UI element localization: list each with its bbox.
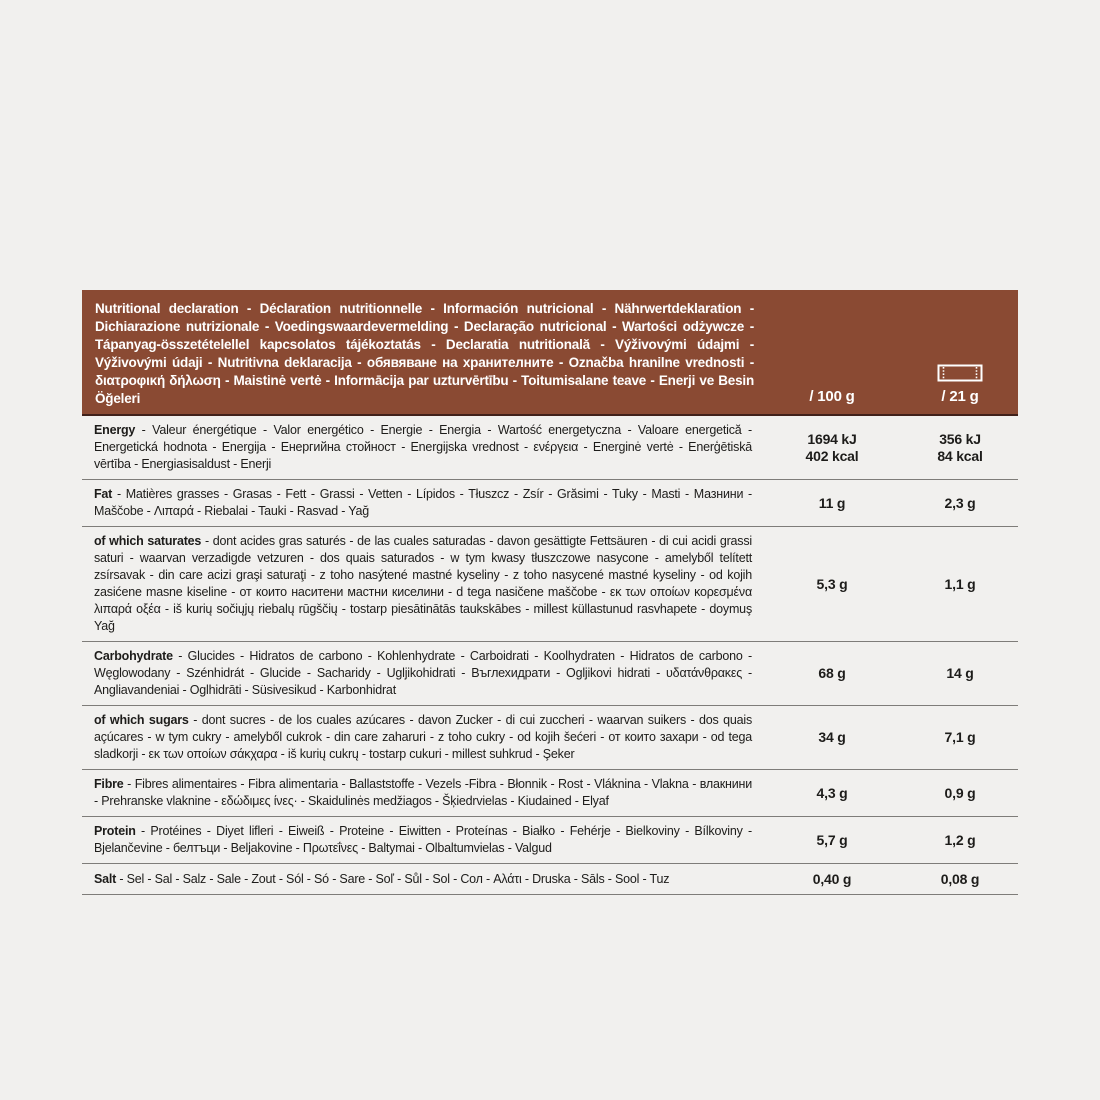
value-per-serving: 7,1 g: [944, 729, 976, 745]
nutrient-translations: - Protéines - Diyet lifleri - Eiweiß - Proteine - Eiwitten - Proteínas - Białko - Fehérje - Bielkoviny - Bílkoviny - Bjelančevine - белтъци - Beljakovine - Πρωτεΐνες - Baltymai - Olbaltumvielas - Valgud: [94, 824, 752, 855]
col-header-per-serving: [902, 290, 1018, 414]
value-per-serving: 14 g: [946, 665, 974, 681]
nutrient-label: [82, 817, 762, 863]
nutrient-term: Salt: [94, 871, 117, 886]
table-row-salt: [82, 864, 1018, 895]
value-per-serving: 0,9 g: [944, 784, 976, 801]
table-row-sugars: [82, 706, 1018, 770]
nutrient-translations: - Matières grasses - Grasas - Fett - Grassi - Vetten - Lípidos - Tłuszcz - Zsír - Grăsimi - Tuky - Masti - Мазнини - Maščobe - Λιπαρά - Riebalai - Tauki - Rasvad - Yağ: [94, 487, 752, 518]
value-per-100g: 1694 kJ 402 kcal: [805, 430, 859, 464]
table-row-fibre: [82, 770, 1018, 817]
value-per-serving: 2,3 g: [944, 494, 976, 511]
header-title: Nutritional declaration - Déclaration nutritionnelle - Información nutricional - Nährwertdeklaration - Dichiarazione nutrizionale - Voedingswaardevermelding - Declaração nutricional - Wartości odżywcze - Tápanyag-összetételellel kapcsolatos tájékoztatás - Declaratia nutritională - Výživovými údajmi - Výživovými údaji - Nutritivna deklaracija - обявяване на хранителните - Označba hranilne vrednosti - διατροφική δήλωση - Maistinė vertė - Informācija par uzturvērtību - Toitumisalane teave - Enerji ve Besin Öğeleri: [95, 301, 754, 406]
col-header-per-100g: [762, 290, 902, 414]
nutrient-translations: - dont sucres - de los cuales azúcares - davon Zucker - di cui zuccheri - waarvan suikers - dos quais açúcares - w tym cukry - amelyből cukrok - din care zaharuri - z toho cukry - od kojih šećeri - от които захари - od tega sladkorji - εκ των οποίων σάκχαρα - iš kurių cukrų - tostarp cukuri - millest suhkrud - Şeker: [94, 713, 753, 761]
table-row-saturates: [82, 527, 1018, 642]
nutrient-label: [82, 865, 762, 894]
table-row-carbohydrate: [82, 642, 1018, 706]
table-row-energy: [82, 416, 1018, 480]
nutrient-label: [82, 642, 762, 705]
table-header: [82, 290, 1018, 416]
nutrient-label: [82, 770, 762, 816]
value-per-100g: 11 g: [818, 494, 846, 511]
nutrient-term: Energy: [94, 423, 136, 437]
value-per-serving: 0,08 g: [940, 870, 980, 887]
nutrient-translations: - Glucides - Hidratos de carbono - Kohlenhydrate - Carboidrati - Koolhydraten - Hidratos de carbono - Węglowodany - Szénhidrát - Glucide - Sacharidy - Ugljikohidrati - Въглехидрати - Ogljikovi hidrati - υδατάνθρακες - Angliavandeniai - Oglhidrāti - Süsivesikud - Karbonhidrat: [94, 649, 752, 697]
nutrient-term: Fibre: [94, 777, 124, 791]
table-row-fat: [82, 480, 1018, 527]
nutrient-translations: - Valeur énergétique - Valor energético - Energie - Energia - Wartość energetyczna - Valoare energetică - Energetická hodnota - Energija - Енергийна стойност - Energijska vrednost - ενέργεια - Energinė vertė - Enerģētiskā vērtība - Energiasisaldust - Enerji: [94, 423, 752, 471]
nutrient-translations: - dont acides gras saturés - de las cuales saturadas - davon gesättigte Fettsäuren - di cui acidi grassi saturi - waarvan verzadigde vetzuren - dos quais saturados - w tym kwasy tłuszczowe nasycone - amelyből telített zsírsavak - din care acizi graşi saturaţi - z toho nasýtené mastné kyseliny - z toho nasycené mastné kyseliny - od kojih zasićene masne kiseline - от които наситени мастни киселини - d tega nasičene maščobe - εκ των οποίων κορεσμένα λιπαρά οξέα - iš kurių sočiųjų riebalų rūgščių - tostarp piesātinātās taukskābes - millest küllastunud rasvhapete - doymuş Yağ: [94, 534, 752, 633]
value-per-100g: 5,7 g: [816, 831, 848, 848]
nutrient-term: Fat: [94, 487, 113, 501]
nutrient-term: of which sugars: [94, 713, 189, 727]
nutrient-translations: - Sel - Sal - Salz - Sale - Zout - Sól - Só - Sare - Soľ - Sůl - Sol - Сол - Αλάτι - Druska - Sāls - Sool - Tuz: [116, 871, 670, 886]
table-row-protein: [82, 817, 1018, 864]
value-per-100g: 0,40 g: [812, 870, 852, 887]
nutrient-label: [82, 527, 762, 641]
value-per-serving: 1,1 g: [944, 575, 976, 592]
nutrient-label: [82, 416, 762, 479]
value-per-serving: 356 kJ 84 kcal: [937, 430, 983, 464]
energy-bar-icon: [937, 363, 983, 383]
value-per-100g: 4,3 g: [816, 784, 848, 801]
nutrient-term: Protein: [94, 824, 136, 838]
nutrient-label: [82, 706, 762, 769]
nutrient-label: [82, 480, 762, 526]
nutrient-term: of which saturates: [94, 534, 202, 548]
value-per-100g: 68 g: [818, 665, 846, 681]
value-per-serving: 1,2 g: [944, 831, 976, 848]
value-per-100g: 5,3 g: [816, 575, 848, 592]
nutrient-translations: - Fibres alimentaires - Fibra alimentaria - Ballaststoffe - Vezels -Fibra - Błonnik - Rost - Vláknina - Vlakna - влакнини - Prehranske vlaknine - εδώδιμες ίνες· - Skaidulinės medžiagos - Šķiedrvielas - Kiudained - Elyaf: [94, 777, 752, 808]
nutrient-term: Carbohydrate: [94, 649, 173, 663]
nutrition-table: [82, 290, 1018, 895]
per-serving-label: / 21 g: [941, 388, 979, 405]
value-per-100g: 34 g: [818, 729, 846, 745]
per-100g-label: / 100 g: [809, 388, 855, 405]
